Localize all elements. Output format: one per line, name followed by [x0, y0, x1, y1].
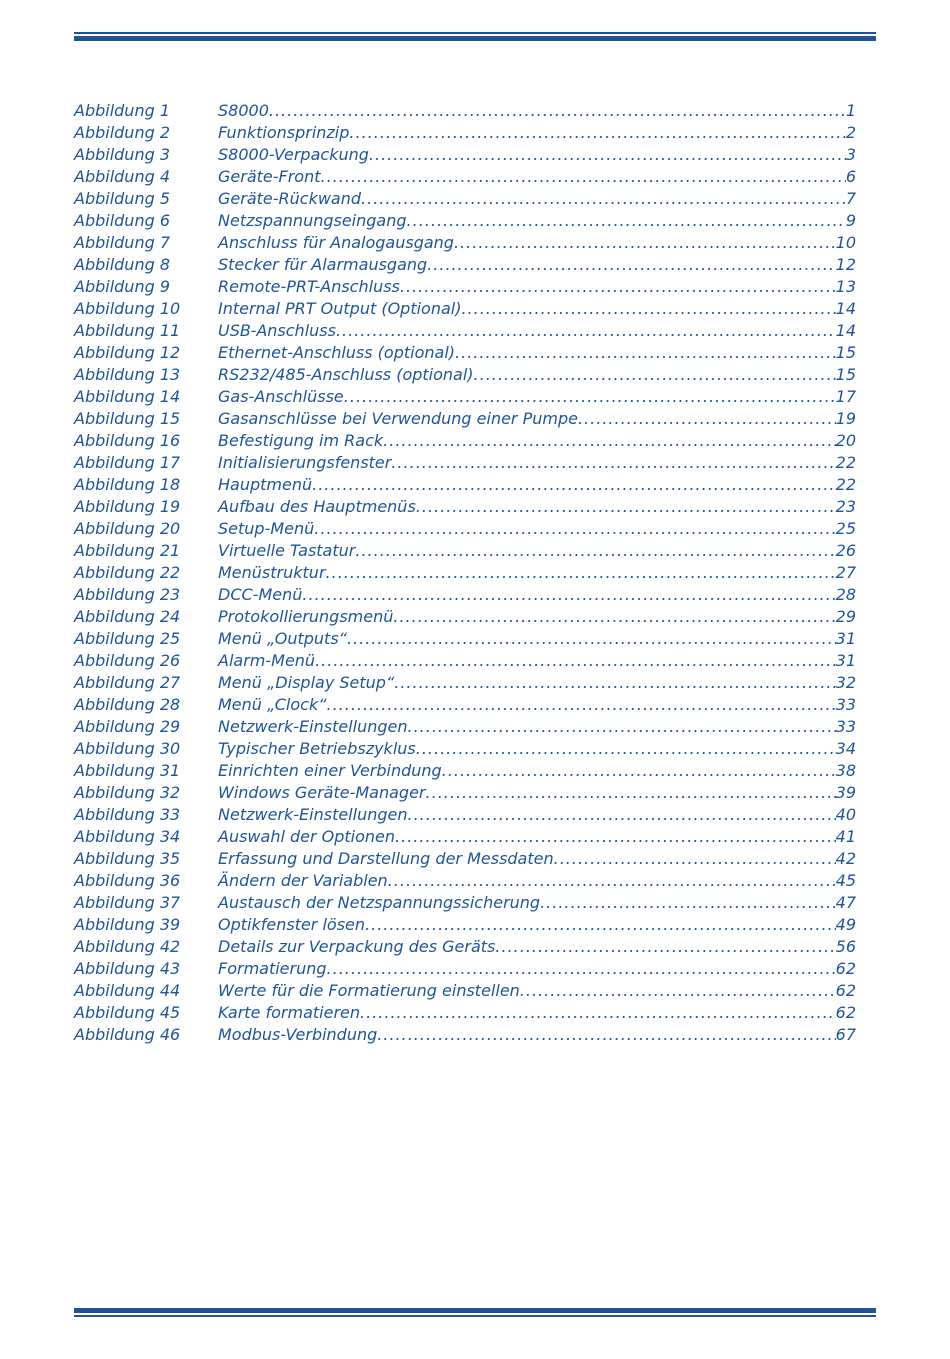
- figure-title: Initialisierungsfenster: [218, 453, 392, 472]
- dot-leader: [416, 738, 836, 760]
- figure-page-number: 38: [835, 761, 856, 780]
- figure-label: Abbildung 46: [74, 1025, 181, 1044]
- figure-label: Abbildung 45: [74, 1003, 181, 1022]
- dot-leader: [427, 254, 835, 276]
- footer-rule-thick-line: [74, 1308, 876, 1313]
- figure-entry-line: [218, 870, 856, 892]
- figure-entry[interactable]: [74, 254, 856, 276]
- dot-leader: [302, 584, 835, 606]
- figure-entry-line: [218, 672, 856, 694]
- dot-leader: [394, 672, 835, 694]
- figure-entry[interactable]: [74, 122, 856, 144]
- figure-entry[interactable]: [74, 518, 856, 540]
- figure-entry[interactable]: [74, 936, 856, 958]
- figure-label: Abbildung 7: [74, 233, 171, 252]
- figure-title: Virtuelle Tastatur: [218, 541, 356, 560]
- header-rule-thin-line: [74, 32, 876, 34]
- figure-page-number: 20: [835, 431, 856, 450]
- figure-label: Abbildung 5: [74, 189, 171, 208]
- figure-label: Abbildung 16: [74, 431, 181, 450]
- figure-entry-line: [218, 474, 856, 496]
- figure-title: Geräte-Rückwand: [218, 189, 362, 208]
- figure-title: Werte für die Formatierung einstellen: [218, 981, 520, 1000]
- figure-title: Gas-Anschlüsse: [218, 387, 344, 406]
- figure-entry[interactable]: [74, 430, 856, 452]
- figure-entry[interactable]: [74, 584, 856, 606]
- figure-title: Modbus-Verbindung: [218, 1025, 378, 1044]
- figure-label: Abbildung 32: [74, 783, 181, 802]
- figure-entry[interactable]: [74, 738, 856, 760]
- dot-leader: [314, 518, 835, 540]
- figure-entry-line: [218, 694, 856, 716]
- figure-page-number: 62: [835, 1003, 856, 1022]
- figure-entry[interactable]: [74, 628, 856, 650]
- dot-leader: [347, 628, 836, 650]
- figure-title: Erfassung und Darstellung der Messdaten: [218, 849, 554, 868]
- dot-leader: [474, 364, 836, 386]
- figure-title: Formatierung: [218, 959, 327, 978]
- footer-rule: [74, 1308, 876, 1317]
- figure-title: Menü „Outputs“: [218, 629, 347, 648]
- figure-page-number: 47: [835, 893, 856, 912]
- figure-label: Abbildung 1: [74, 101, 171, 120]
- dot-leader: [554, 848, 836, 870]
- figure-title: Geräte-Front: [218, 167, 321, 186]
- figure-entry-line: [218, 804, 856, 826]
- figure-entry[interactable]: [74, 826, 856, 848]
- dot-leader: [454, 232, 836, 254]
- figure-entry-line: [218, 254, 856, 276]
- figure-title: Setup-Menü: [218, 519, 315, 538]
- figure-title: Menüstruktur: [218, 563, 326, 582]
- dot-leader: [426, 782, 836, 804]
- figure-label: Abbildung 21: [74, 541, 181, 560]
- figure-title: Gasanschlüsse bei Verwendung einer Pumpe: [218, 409, 578, 428]
- figure-entry[interactable]: [74, 870, 856, 892]
- figure-title: Anschluss für Analogausgang: [218, 233, 454, 252]
- figure-entry-line: [218, 892, 856, 914]
- figure-entry-line: [218, 540, 856, 562]
- footer-rule-thin-line: [74, 1315, 876, 1317]
- figure-label: Abbildung 42: [74, 937, 181, 956]
- figure-page-number: 15: [835, 343, 856, 362]
- figure-entry[interactable]: [74, 892, 856, 914]
- figure-entry-line: [218, 936, 856, 958]
- figure-label: Abbildung 37: [74, 893, 181, 912]
- figure-entry-line: [218, 738, 856, 760]
- header-rule: [74, 32, 876, 41]
- figure-label: Abbildung 13: [74, 365, 181, 384]
- dot-leader: [442, 760, 836, 782]
- figure-entry[interactable]: [74, 342, 856, 364]
- figure-entry[interactable]: [74, 452, 856, 474]
- figure-entry[interactable]: [74, 958, 856, 980]
- figure-page-number: 31: [835, 651, 856, 670]
- figure-entry-line: [218, 650, 856, 672]
- figure-page-number: 3: [845, 145, 856, 164]
- figure-entry-line: [218, 760, 856, 782]
- figure-title: Alarm-Menü: [218, 651, 316, 670]
- figure-page-number: 14: [835, 321, 856, 340]
- figure-entry[interactable]: [74, 540, 856, 562]
- dot-leader: [326, 562, 836, 584]
- dot-leader: [269, 100, 846, 122]
- figure-entry[interactable]: [74, 100, 856, 122]
- figure-title: Austausch der Netzspannungssicherung: [218, 893, 541, 912]
- dot-leader: [540, 892, 836, 914]
- figure-entry-line: [218, 518, 856, 540]
- figure-label: Abbildung 28: [74, 695, 181, 714]
- figure-entry[interactable]: [74, 320, 856, 342]
- figure-entry[interactable]: [74, 496, 856, 518]
- figure-entry-line: [218, 584, 856, 606]
- figure-label: Abbildung 18: [74, 475, 181, 494]
- figure-label: Abbildung 29: [74, 717, 181, 736]
- dot-leader: [393, 606, 835, 628]
- figure-entry-line: [218, 826, 856, 848]
- figure-label: Abbildung 33: [74, 805, 181, 824]
- dot-leader: [315, 650, 836, 672]
- figure-entry-line: [218, 980, 856, 1002]
- dot-leader: [461, 298, 835, 320]
- figure-entry[interactable]: [74, 782, 856, 804]
- figure-title: Netzwerk-Einstellungen: [218, 805, 408, 824]
- figure-label: Abbildung 11: [74, 321, 181, 340]
- figure-label: Abbildung 25: [74, 629, 181, 648]
- figure-title: Einrichten einer Verbindung: [218, 761, 442, 780]
- figure-entry-line: [218, 122, 856, 144]
- dot-leader: [361, 188, 846, 210]
- figure-entry-line: [218, 430, 856, 452]
- figure-label: Abbildung 6: [74, 211, 171, 230]
- dot-leader: [388, 870, 836, 892]
- figure-label: Abbildung 27: [74, 673, 181, 692]
- dot-leader: [520, 980, 836, 1002]
- figure-page-number: 12: [835, 255, 856, 274]
- figure-label: Abbildung 17: [74, 453, 181, 472]
- dot-leader: [327, 694, 836, 716]
- figure-entry[interactable]: [74, 210, 856, 232]
- figure-page-number: 29: [835, 607, 856, 626]
- dot-leader: [455, 342, 836, 364]
- figure-page-number: 25: [835, 519, 856, 538]
- dot-leader: [400, 276, 836, 298]
- figure-entry-line: [218, 452, 856, 474]
- dot-leader: [391, 452, 835, 474]
- dot-leader: [321, 166, 846, 188]
- figure-entry[interactable]: [74, 694, 856, 716]
- figure-label: Abbildung 30: [74, 739, 181, 758]
- figure-label: Abbildung 14: [74, 387, 181, 406]
- figure-entry-line: [218, 914, 856, 936]
- dot-leader: [416, 496, 836, 518]
- figure-entry[interactable]: [74, 166, 856, 188]
- figure-entry[interactable]: [74, 672, 856, 694]
- figure-title: Funktionsprinzip: [218, 123, 350, 142]
- figure-page-number: 32: [835, 673, 856, 692]
- figure-title: Menü „Display Setup“: [218, 673, 395, 692]
- figure-title: Remote-PRT-Anschluss: [218, 277, 400, 296]
- figure-entry-line: [218, 188, 856, 210]
- dot-leader: [360, 1002, 836, 1024]
- figure-label: Abbildung 44: [74, 981, 181, 1000]
- figure-entry[interactable]: [74, 276, 856, 298]
- figure-entry[interactable]: [74, 760, 856, 782]
- figure-entry[interactable]: [74, 232, 856, 254]
- figure-title: Netzspannungseingang: [218, 211, 407, 230]
- figure-entry[interactable]: [74, 386, 856, 408]
- figure-title: DCC-Menü: [218, 585, 303, 604]
- figure-page-number: 39: [835, 783, 856, 802]
- figure-entry-line: [218, 716, 856, 738]
- figure-entry[interactable]: [74, 408, 856, 430]
- figure-entry[interactable]: [74, 804, 856, 826]
- figure-page-number: 1: [845, 101, 856, 120]
- figure-page-number: 67: [835, 1025, 856, 1044]
- figure-title: Stecker für Alarmausgang: [218, 255, 428, 274]
- dot-leader: [344, 386, 836, 408]
- figure-page-number: 6: [845, 167, 856, 186]
- figure-title: Ändern der Variablen: [218, 871, 388, 890]
- list-of-figures: [74, 100, 856, 1046]
- dot-leader: [312, 474, 836, 496]
- figure-title: Hauptmenü: [218, 475, 313, 494]
- figure-title: S8000-Verpackung: [218, 145, 369, 164]
- dot-leader: [349, 122, 845, 144]
- figure-title: Netzwerk-Einstellungen: [218, 717, 408, 736]
- figure-title: Typischer Betriebszyklus: [218, 739, 416, 758]
- figure-label: Abbildung 10: [74, 299, 181, 318]
- figure-entry-line: [218, 1024, 856, 1046]
- figure-label: Abbildung 35: [74, 849, 181, 868]
- figure-label: Abbildung 9: [74, 277, 171, 296]
- figure-entry[interactable]: [74, 716, 856, 738]
- figure-entry-line: [218, 298, 856, 320]
- dot-leader: [336, 320, 836, 342]
- figure-label: Abbildung 36: [74, 871, 181, 890]
- figure-title: Internal PRT Output (Optional): [218, 299, 462, 318]
- figure-title: S8000: [218, 101, 269, 120]
- figure-title: Menü „Clock“: [218, 695, 327, 714]
- figure-entry[interactable]: [74, 364, 856, 386]
- figure-page-number: 62: [835, 981, 856, 1000]
- figure-title: Optikfenster lösen: [218, 915, 366, 934]
- figure-page-number: 45: [835, 871, 856, 890]
- figure-page-number: 33: [835, 717, 856, 736]
- figure-entry-line: [218, 232, 856, 254]
- dot-leader: [495, 936, 835, 958]
- figure-title: RS232/485-Anschluss (optional): [218, 365, 474, 384]
- figure-title: Windows Geräte-Manager: [218, 783, 426, 802]
- figure-entry-line: [218, 364, 856, 386]
- figure-entry-line: [218, 496, 856, 518]
- dot-leader: [377, 1024, 835, 1046]
- figure-page-number: 56: [835, 937, 856, 956]
- figure-entry-line: [218, 342, 856, 364]
- dot-leader: [355, 540, 835, 562]
- figure-page-number: 10: [835, 233, 856, 252]
- figure-entry-line: [218, 166, 856, 188]
- figure-page-number: 19: [835, 409, 856, 428]
- figure-label: Abbildung 8: [74, 255, 171, 274]
- figure-page-number: 22: [835, 453, 856, 472]
- figure-page-number: 2: [845, 123, 856, 142]
- figure-label: Abbildung 23: [74, 585, 181, 604]
- dot-leader: [369, 144, 846, 166]
- figure-entry[interactable]: [74, 914, 856, 936]
- figure-entry[interactable]: [74, 650, 856, 672]
- figure-page-number: 34: [835, 739, 856, 758]
- figure-entry-line: [218, 1002, 856, 1024]
- figure-entry-line: [218, 958, 856, 980]
- figure-page-number: 9: [845, 211, 856, 230]
- figure-entry-line: [218, 562, 856, 584]
- figure-label: Abbildung 12: [74, 343, 181, 362]
- figure-entry-line: [218, 144, 856, 166]
- figure-entry-line: [218, 782, 856, 804]
- figure-entry[interactable]: [74, 188, 856, 210]
- figure-page-number: 26: [835, 541, 856, 560]
- figure-entry-line: [218, 606, 856, 628]
- figure-page-number: 7: [845, 189, 856, 208]
- dot-leader: [578, 408, 836, 430]
- figure-entry[interactable]: [74, 562, 856, 584]
- figure-entry-line: [218, 628, 856, 650]
- figure-entry-line: [218, 408, 856, 430]
- figure-page-number: 42: [835, 849, 856, 868]
- figure-page-number: 41: [835, 827, 856, 846]
- figure-label: Abbildung 3: [74, 145, 171, 164]
- figure-page-number: 27: [835, 563, 856, 582]
- figure-entry-line: [218, 848, 856, 870]
- figure-title: Ethernet-Anschluss (optional): [218, 343, 456, 362]
- figure-entry[interactable]: [74, 1002, 856, 1024]
- header-rule-thick-line: [74, 36, 876, 41]
- figure-title: Karte formatieren: [218, 1003, 361, 1022]
- figure-label: Abbildung 15: [74, 409, 181, 428]
- dot-leader: [327, 958, 836, 980]
- figure-entry-line: [218, 386, 856, 408]
- figure-label: Abbildung 39: [74, 915, 181, 934]
- figure-page-number: 28: [835, 585, 856, 604]
- figure-entry-line: [218, 276, 856, 298]
- figure-page-number: 23: [835, 497, 856, 516]
- figure-entry-line: [218, 100, 856, 122]
- figure-entry[interactable]: [74, 474, 856, 496]
- figure-entry[interactable]: [74, 980, 856, 1002]
- figure-label: Abbildung 2: [74, 123, 171, 142]
- figure-page-number: 14: [835, 299, 856, 318]
- figure-label: Abbildung 24: [74, 607, 181, 626]
- figure-page-number: 40: [835, 805, 856, 824]
- figure-entry[interactable]: [74, 1024, 856, 1046]
- figure-title: USB-Anschluss: [218, 321, 336, 340]
- figure-page-number: 49: [835, 915, 856, 934]
- dot-leader: [395, 826, 836, 848]
- figure-entry-line: [218, 320, 856, 342]
- figure-label: Abbildung 22: [74, 563, 181, 582]
- figure-entry[interactable]: [74, 848, 856, 870]
- figure-title: Details zur Verpackung des Geräts: [218, 937, 496, 956]
- figure-page-number: 15: [835, 365, 856, 384]
- dot-leader: [383, 430, 836, 452]
- figure-page-number: 62: [835, 959, 856, 978]
- figure-label: Abbildung 4: [74, 167, 171, 186]
- figure-label: Abbildung 26: [74, 651, 181, 670]
- figure-page-number: 13: [835, 277, 856, 296]
- dot-leader: [407, 210, 846, 232]
- figure-page-number: 31: [835, 629, 856, 648]
- figure-page-number: 17: [835, 387, 856, 406]
- figure-label: Abbildung 43: [74, 959, 181, 978]
- figure-label: Abbildung 19: [74, 497, 181, 516]
- figure-label: Abbildung 34: [74, 827, 181, 846]
- dot-leader: [365, 914, 836, 936]
- figure-title: Auswahl der Optionen: [218, 827, 396, 846]
- figure-page-number: 22: [835, 475, 856, 494]
- figure-label: Abbildung 20: [74, 519, 181, 538]
- figure-entry-line: [218, 210, 856, 232]
- dot-leader: [408, 804, 836, 826]
- dot-leader: [408, 716, 836, 738]
- figure-entry[interactable]: [74, 298, 856, 320]
- figure-label: Abbildung 31: [74, 761, 181, 780]
- figure-entry[interactable]: [74, 606, 856, 628]
- figure-title: Protokollierungsmenü: [218, 607, 394, 626]
- figure-entry[interactable]: [74, 144, 856, 166]
- figure-title: Befestigung im Rack: [218, 431, 384, 450]
- figure-page-number: 33: [835, 695, 856, 714]
- figure-title: Aufbau des Hauptmenüs: [218, 497, 416, 516]
